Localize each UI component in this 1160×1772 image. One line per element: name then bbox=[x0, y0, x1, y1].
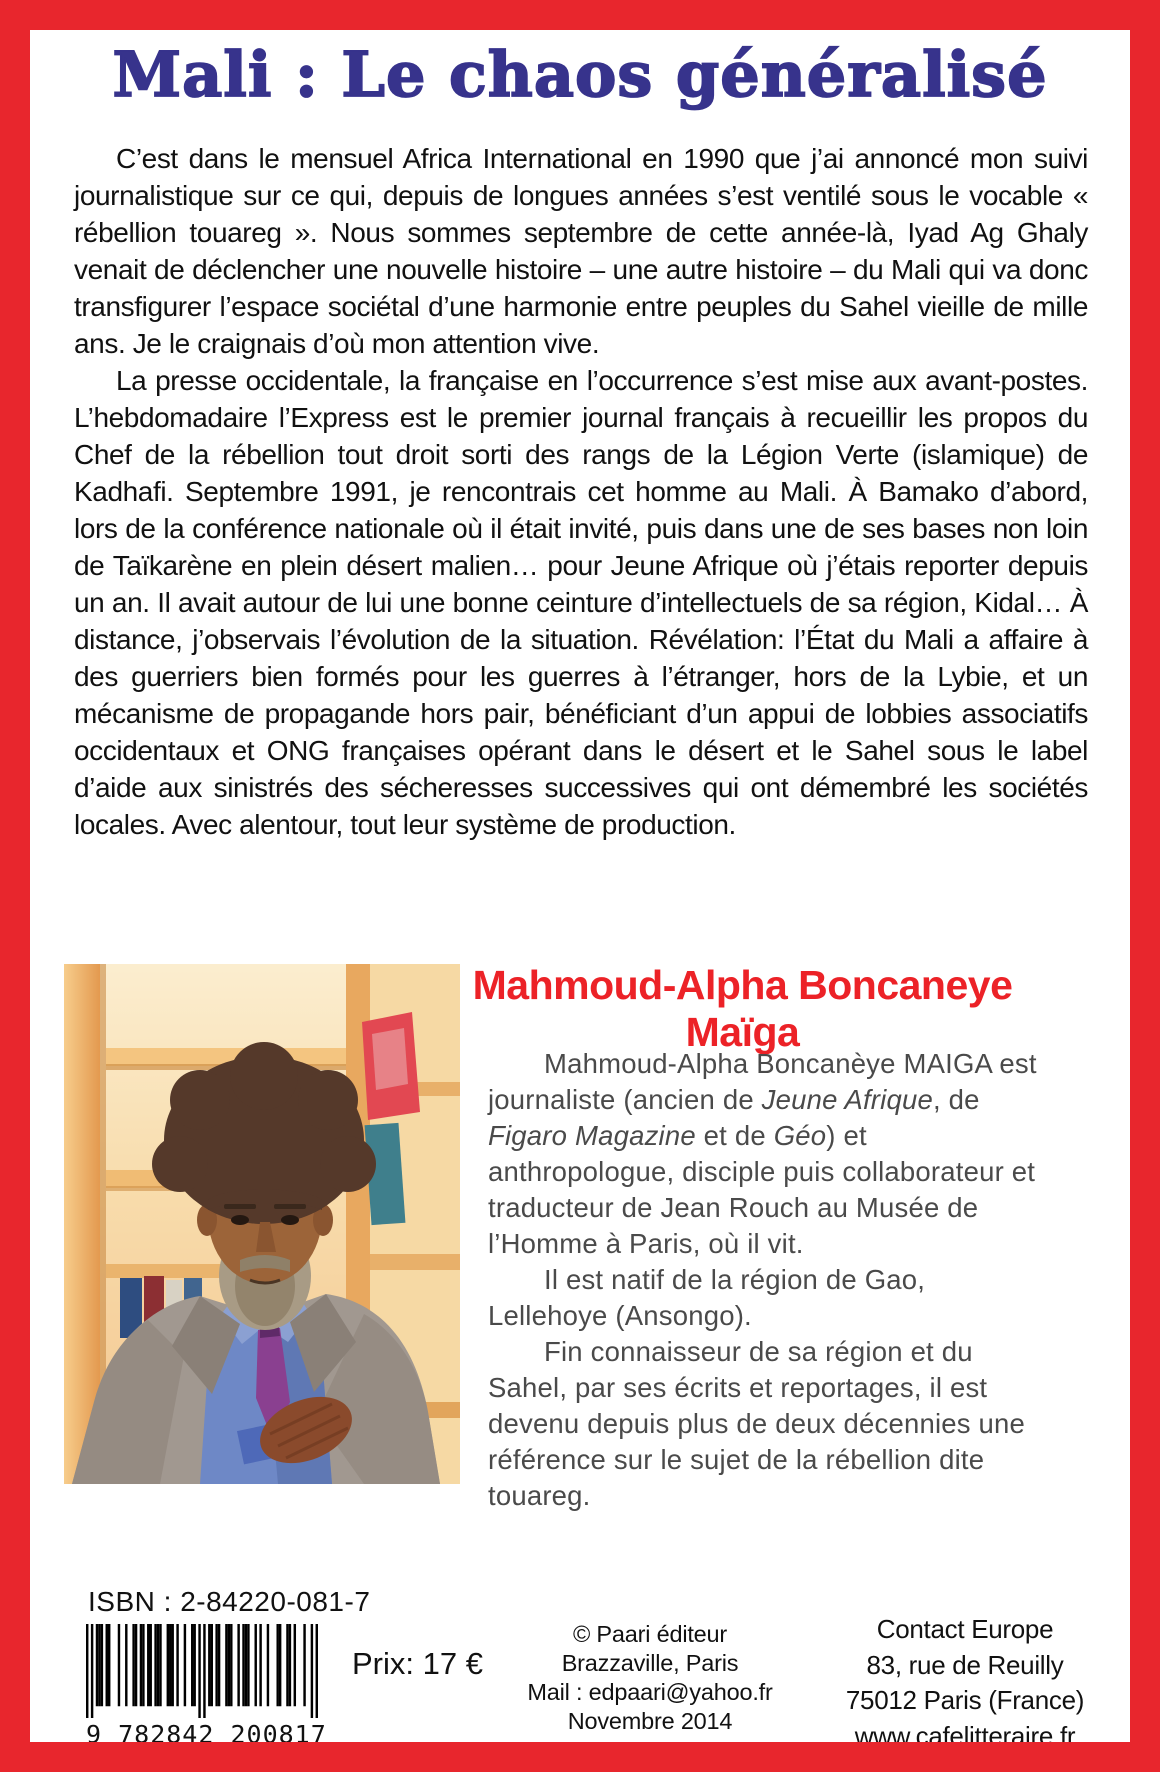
bio-paragraph: Mahmoud-Alpha Boncanèye MAIGA est journaliste (ancien de Jeune Afrique, de Figaro Magazine et de Géo) et anthropologue, disciple puis collaborateur et traducteur de Jean Rouch au Musée de l’Homme à Paris, où il vit. bbox=[488, 1048, 1037, 1259]
barcode bbox=[86, 1624, 327, 1749]
author-name: Mahmoud-Alpha Boncaneye Maïga bbox=[472, 962, 1013, 1055]
contact-block bbox=[840, 1612, 1090, 1754]
page-title: Mali : Le chaos généralisé bbox=[112, 38, 1048, 111]
publisher-email: Mail : edpaari@yahoo.fr bbox=[527, 1679, 773, 1705]
synopsis-paragraph-2: La presse occidentale, la française en l’occurrence s’est mise aux avant-postes. L’hebdomadaire l’Express est le premier journal français à recueillir les propos du Chef de la rébellion tout droit sorti des rangs de la Légion Verte (islamique) de Kadhafi. Septembre 1991, je rencontrais cet homme au Mali. À Bamako d’abord, lors de la conférence nationale où il était invité, puis dans une de ses bases non loin de Taïkarène en plein désert malien… pour Jeune Afrique où j’étais reporter depuis un an. Il avait autour de lui une bonne ceinture d’intellectuels de sa région, Kidal… À distance, j’observais l’évolution de la situation. Révélation: l’État du Mali a affaire à des guerriers bien formés pour les guerres à l’étranger, hors de la Lybie, et un mécanisme de propagande hors pair, bénéficiant d’un appui de lobbies associatifs occidentaux et ONG françaises opérant dans le désert et le Sahel sous le label d’aide aux sinistrés des sécheresses successives qui ont démembré les sociétés locales. Avec alentour, tout leur système de production. bbox=[74, 365, 1088, 840]
isbn-label: ISBN : 2-84220-081-7 bbox=[88, 1586, 371, 1617]
publisher-cities: Brazzaville, Paris bbox=[561, 1650, 739, 1676]
author-portrait-illustration bbox=[64, 964, 460, 1484]
bio-paragraph: Fin connaisseur de sa région et du Sahel, par ses écrits et reportages, il est devenu depuis plus de deux décennies une référence sur le sujet de la rébellion dite touareg. bbox=[488, 1336, 1026, 1511]
publication-date: Novembre 2014 bbox=[567, 1708, 733, 1734]
bio-paragraph: Il est natif de la région de Gao, Lellehoye (Ansongo). bbox=[488, 1264, 926, 1331]
website-link: www.cafelitteraire.fr bbox=[854, 1720, 1076, 1751]
publisher-block bbox=[500, 1620, 800, 1736]
author-photo bbox=[64, 964, 460, 1484]
synopsis bbox=[74, 140, 1088, 843]
price-label: Prix: 17 € bbox=[352, 1646, 483, 1681]
barcode-bars bbox=[86, 1624, 318, 1718]
contact-title: Contact Europe bbox=[876, 1614, 1054, 1644]
author-bio bbox=[488, 1046, 1040, 1514]
publisher-name: © Paari éditeur bbox=[572, 1621, 728, 1647]
contact-street: 83, rue de Reuilly bbox=[866, 1649, 1064, 1680]
barcode-digits: 9 782842 200817 bbox=[86, 1720, 327, 1749]
contact-city: 75012 Paris (France) bbox=[845, 1685, 1085, 1715]
synopsis-paragraph-1: C’est dans le mensuel Africa International en 1990 que j’ai annoncé mon suivi journalistique sur ce qui, depuis de longues années s’est ventilé sous le vocable « rébellion touareg ». Nous sommes septembre de cette année-là, Iyad Ag Ghaly venait de déclencher une nouvelle histoire – une autre histoire – du Mali qui va donc transfigurer l’espace sociétal d’une harmonie entre peuples du Sahel vieille de mille ans. Je le craignais d’où mon attention vive. bbox=[74, 143, 1088, 359]
